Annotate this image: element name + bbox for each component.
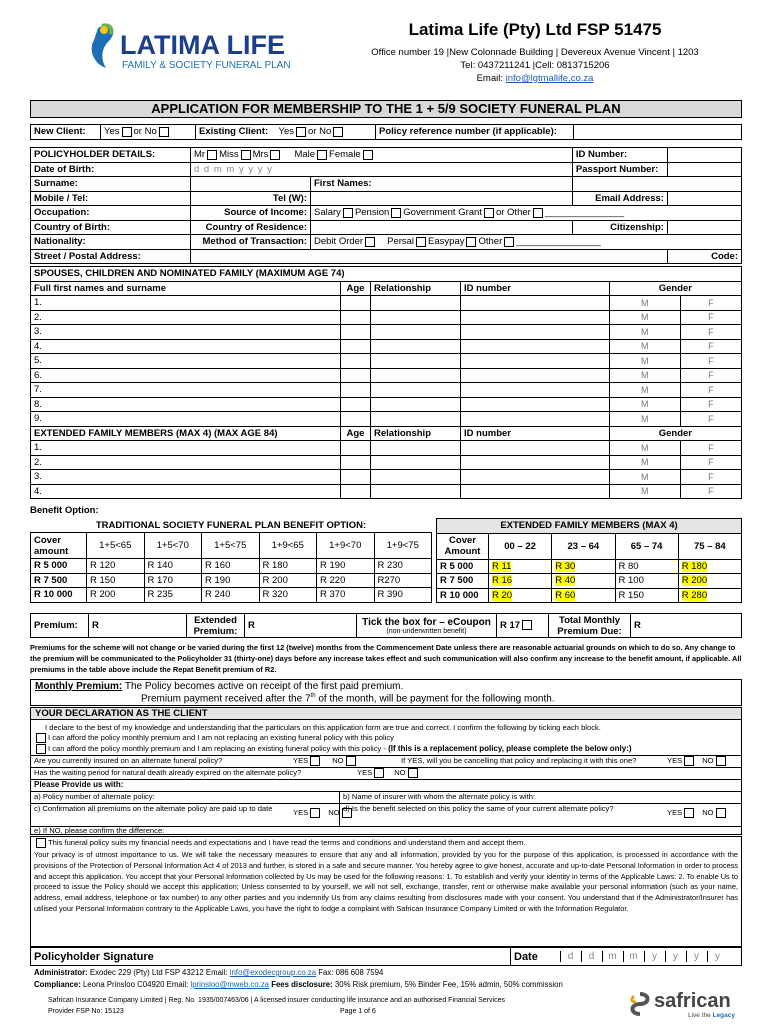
date-field[interactable] xyxy=(557,948,742,966)
date-digit-box[interactable]: y xyxy=(686,951,707,962)
family-row xyxy=(31,470,742,485)
gender-f[interactable]: F xyxy=(680,339,741,354)
extended-premium-field[interactable]: R xyxy=(245,614,357,638)
relationship-field[interactable] xyxy=(371,325,461,340)
first-names-field[interactable] xyxy=(572,177,741,192)
date-digit-box[interactable]: d xyxy=(560,951,581,962)
monthly-premium-box: Monthly Premium: The Policy becomes active on receipt of the first paid premium. Premium payment received after the 7th of the month, will be payment for the following month. xyxy=(30,679,742,706)
family-row-number: 5. xyxy=(31,354,341,369)
mr-checkbox[interactable] xyxy=(207,150,217,160)
highlighted-value: R 16 xyxy=(492,575,513,587)
benefit-label: Benefit Option: xyxy=(30,505,99,516)
other-income-checkbox[interactable] xyxy=(533,208,543,218)
family-row xyxy=(31,455,742,470)
date-digit-box[interactable]: y xyxy=(644,951,665,962)
pension-checkbox[interactable] xyxy=(391,208,401,218)
cover-amount: R 7 500 xyxy=(31,573,87,588)
safrican-swirl-icon xyxy=(628,992,652,1016)
client-type-table: New Client: Yes or No Existing Client: Yes or No Policy reference number (if applicable): xyxy=(30,124,742,140)
relationship-field[interactable] xyxy=(371,296,461,311)
age-field[interactable] xyxy=(341,397,371,412)
benefit-col-header: 1+5<70 xyxy=(144,533,202,559)
q3-no-checkbox[interactable] xyxy=(408,768,418,778)
gender-f[interactable]: F xyxy=(680,441,741,456)
age-field[interactable] xyxy=(341,383,371,398)
gender-f[interactable]: F xyxy=(680,310,741,325)
highlighted-value: R 180 xyxy=(681,560,708,572)
relationship-field[interactable] xyxy=(371,354,461,369)
mrs-checkbox[interactable] xyxy=(270,150,280,160)
ext-col-header: 65 – 74 xyxy=(615,533,678,559)
gender-f[interactable]: F xyxy=(680,296,741,311)
benefit-col-header: 1+5<65 xyxy=(87,533,145,559)
id-number-field[interactable] xyxy=(461,397,610,412)
email-link[interactable]: info@lgtmallife.co.za xyxy=(505,73,594,84)
premium-cell[interactable] xyxy=(552,588,615,603)
family-row-number: 3. xyxy=(31,470,341,485)
family-row xyxy=(31,383,742,398)
gender-f[interactable]: F xyxy=(680,412,741,427)
ecoupon-checkbox[interactable] xyxy=(522,620,532,630)
persal-checkbox[interactable] xyxy=(416,237,426,247)
premium-cell[interactable]: R 200 xyxy=(259,573,317,588)
safrican-logo: safrican Live the Legacy xyxy=(628,990,738,1020)
highlighted-value: R 280 xyxy=(681,589,708,601)
family-row-number: 4. xyxy=(31,339,341,354)
family-row xyxy=(31,441,742,456)
svg-text:FAMILY & SOCIETY FUNERAL PLAN: FAMILY & SOCIETY FUNERAL PLAN xyxy=(122,60,291,71)
relationship-field[interactable] xyxy=(371,412,461,427)
footer-line-2: Provider FSP No: 15123 xyxy=(48,1008,124,1015)
benefit-col-header: 1+9<65 xyxy=(259,533,317,559)
family-row-number: 6. xyxy=(31,368,341,383)
c-yes-checkbox[interactable] xyxy=(310,808,320,818)
footer-line-1: Safrican Insurance Company Limited | Reg. No. 1935/007463/06 | A licensed insurer conducting life insurance and an authorised Financial Services xyxy=(48,997,505,1004)
gender-m[interactable]: M xyxy=(609,484,680,499)
family-row xyxy=(31,325,742,340)
cover-amount: R 10 000 xyxy=(31,588,87,603)
id-number-field[interactable] xyxy=(461,296,610,311)
gender-m[interactable]: M xyxy=(609,397,680,412)
premium-note: Premiums for the scheme will not change or be varied during the first 12 (twelve) months from the Commencement Date unless there are reasonable actuarial grounds on which to do so. Any change to the premium will be communicated to the Policyholder 31 (thirty-one) days before any increase takes effect and such communication will also confirm any increase to the benefit amount, if applicable. All premiums in the table above include the Repat Benefit premium of R2. xyxy=(30,643,742,674)
premium-cell[interactable]: R 170 xyxy=(144,573,202,588)
gender-m[interactable]: M xyxy=(609,339,680,354)
afford-replace-checkbox[interactable] xyxy=(36,744,46,754)
family-row-number: 3. xyxy=(31,325,341,340)
age-field[interactable] xyxy=(341,484,371,499)
highlighted-value: R 60 xyxy=(555,589,576,601)
q2-no-checkbox[interactable] xyxy=(716,756,726,766)
ext-col-header: 75 – 84 xyxy=(678,533,741,559)
premium-cell[interactable]: R 370 xyxy=(317,588,375,603)
premium-cell[interactable] xyxy=(678,559,741,574)
gender-f[interactable]: F xyxy=(680,455,741,470)
premium-cell[interactable] xyxy=(489,559,552,574)
age-field[interactable] xyxy=(341,339,371,354)
benefit-row xyxy=(31,559,432,574)
age-field[interactable] xyxy=(341,368,371,383)
header xyxy=(340,20,730,85)
q3-yes-checkbox[interactable] xyxy=(374,768,384,778)
premium-cell[interactable] xyxy=(489,574,552,589)
latima-life-logo xyxy=(80,20,350,82)
id-number-field[interactable] xyxy=(667,148,741,163)
premium-cell[interactable]: R 390 xyxy=(374,588,432,603)
age-field[interactable] xyxy=(341,310,371,325)
ext-benefit-row xyxy=(437,574,742,589)
date-digit-box[interactable]: m xyxy=(602,951,623,962)
relationship-field[interactable] xyxy=(371,339,461,354)
highlighted-value: R 30 xyxy=(555,560,576,572)
premium-cell[interactable]: R 240 xyxy=(202,588,260,603)
relationship-field[interactable] xyxy=(371,441,461,456)
existing-yes-checkbox[interactable] xyxy=(296,127,306,137)
easypay-checkbox[interactable] xyxy=(466,237,476,247)
privacy-text: Your privacy is of utmost importance to us. We will take the necessary measures to ensure that any and all information, provided by you for the purpose of this application, is processed in accordance with the provisions of the Protection of Personal Information Act 4 of 2013 and further, is stored in a safe and secure manner. You hereby agree to give honest, accurate and up-to-date Personal Information in order to process and accept this application. You accept that your Personal Information collected by Us may be used for the following reasons: 1. To establish and verify your identity in terms of the Applicable Laws: 2. To enable Us to proceed to issue the Policy should we accept this application; Unless consented to by yourself, we will not sell, exchange, transfer, rent or otherwise make available your personal information (such as your name, address, email address, telephone or fax number) to any other parties and you indemnify Us from any claims resulting from disclosures made with your consent. You understand that if the Administrator/Insurer has utilised your Personal Information contrary to the Applicable Laws, you have the right to lodge a complaint with Safrican Insurance Company Limited or with the Information Regulator. xyxy=(34,850,738,913)
highlighted-value: R 40 xyxy=(555,575,576,587)
gender-f[interactable]: F xyxy=(680,368,741,383)
family-row xyxy=(31,354,742,369)
cover-amount: R 10 000 xyxy=(437,588,489,603)
street-field[interactable] xyxy=(191,249,668,264)
family-row-number: 9. xyxy=(31,412,341,427)
ext-col-header: 23 – 64 xyxy=(552,533,615,559)
policyholder-table: POLICYHOLDER DETAILS: Mr Miss Mrs Male Female ID Number: Date of Birth: d d m m y y y y Passport Number: Surname: First Names: Mobile / Tel: Tel (W): Email Address: Occupation: Source of Income: Salary Pension Government Grant or Other _______________ Country of Birth: Country of Residence: Citizenship: Nationality: Method of Transaction: Debit Order Persal Easypay Other ________________ Street / Postal Address: Code: xyxy=(30,147,742,264)
highlighted-value: R 20 xyxy=(492,589,513,601)
family-row-number: 2. xyxy=(31,310,341,325)
age-field[interactable] xyxy=(341,296,371,311)
signature-table: Policyholder Signature Date d d m m y y y y xyxy=(30,947,742,966)
q2-yes-checkbox[interactable] xyxy=(684,756,694,766)
family-row-number: 1. xyxy=(31,441,341,456)
address: Office number 19 |New Colonnade Building | Devereux Avenue Vincent | 1203 xyxy=(371,47,699,58)
age-field[interactable] xyxy=(341,325,371,340)
debit-order-checkbox[interactable] xyxy=(365,237,375,247)
traditional-benefit-table: TRADITIONAL SOCIETY FUNERAL PLAN BENEFIT OPTION: Cover amount 1+5<65 1+5<70 1+5<75 1+9<65 1+9<70 1+9<75 R 5 000 R 120 R 140 R 160 R 180 R 190 R 230 R 7 500 R 150 R 170 R 190 R 200 R 220 R270 R 10 000 R 200 R 235 R 240 R 320 R 370 R 390 xyxy=(30,518,432,603)
id-number-field[interactable] xyxy=(461,339,610,354)
gender-m[interactable]: M xyxy=(609,455,680,470)
family-row xyxy=(31,339,742,354)
family-row-number: 2. xyxy=(31,455,341,470)
extended-benefit-table: EXTENDED FAMILY MEMBERS (MAX 4) Cover Amount 00 – 22 23 – 64 65 – 74 75 – 84 R 5 000 R 11 R 30 R 80 R 180 R 7 500 R 16 R 40 R 100 R 200 R 10 000 R 20 R 60 R 150 R 280 xyxy=(436,518,742,603)
age-field[interactable] xyxy=(341,354,371,369)
gender-m[interactable]: M xyxy=(609,325,680,340)
id-number-field[interactable] xyxy=(461,412,610,427)
family-row-number: 8. xyxy=(31,397,341,412)
premium-cell[interactable]: R 150 xyxy=(87,573,145,588)
cover-amount: R 7 500 xyxy=(437,574,489,589)
form-title: APPLICATION FOR MEMBERSHIP TO THE 1 + 5/9 SOCIETY FUNERAL PLAN xyxy=(30,100,742,118)
id-number-field[interactable] xyxy=(461,470,610,485)
premium-cell[interactable]: R 320 xyxy=(259,588,317,603)
afford-no-replace-checkbox[interactable] xyxy=(36,733,46,743)
family-row xyxy=(31,397,742,412)
gender-m[interactable]: M xyxy=(609,412,680,427)
relationship-field[interactable] xyxy=(371,484,461,499)
family-row xyxy=(31,484,742,499)
premium-cell[interactable]: R 190 xyxy=(202,573,260,588)
family-row-number: 1. xyxy=(31,296,341,311)
q1-yes-checkbox[interactable] xyxy=(310,756,320,766)
premium-cell[interactable]: R 230 xyxy=(374,559,432,574)
gender-f[interactable]: F xyxy=(680,383,741,398)
d-yes-checkbox[interactable] xyxy=(684,808,694,818)
premium-cell[interactable]: R 235 xyxy=(144,588,202,603)
admin-line: Administrator: Exodec 229 (Pty) Ltd FSP 43212 Email: info@exodecgroup.co.za Fax: 086 608 7594 xyxy=(34,968,384,977)
benefit-col-header: 1+5<75 xyxy=(202,533,260,559)
date-digit-box[interactable]: y xyxy=(665,951,686,962)
new-no-checkbox[interactable] xyxy=(159,127,169,137)
gender-f[interactable]: F xyxy=(680,354,741,369)
id-number-field[interactable] xyxy=(461,310,610,325)
male-checkbox[interactable] xyxy=(317,150,327,160)
id-number-field[interactable] xyxy=(461,455,610,470)
other-method-checkbox[interactable] xyxy=(504,237,514,247)
email-line: Email: info@lgtmallife.co.za xyxy=(476,73,594,84)
relationship-field[interactable] xyxy=(371,455,461,470)
svg-text:LATIMA LIFE: LATIMA LIFE xyxy=(120,30,285,60)
gender-m[interactable]: M xyxy=(609,296,680,311)
age-field[interactable] xyxy=(341,455,371,470)
id-number-field[interactable] xyxy=(461,325,610,340)
email-field[interactable] xyxy=(667,191,741,206)
family-row xyxy=(31,412,742,427)
citizenship-field[interactable] xyxy=(667,220,741,235)
family-row xyxy=(31,296,742,311)
family-row-number: 4. xyxy=(31,484,341,499)
id-number-field[interactable] xyxy=(461,354,610,369)
relationship-field[interactable] xyxy=(371,397,461,412)
date-digit-box[interactable]: d xyxy=(581,951,602,962)
benefit-col-header: 1+9<75 xyxy=(374,533,432,559)
premium-cell[interactable]: R 160 xyxy=(202,559,260,574)
ext-col-header: 00 – 22 xyxy=(489,533,552,559)
female-checkbox[interactable] xyxy=(363,150,373,160)
q1-no-checkbox[interactable] xyxy=(346,756,356,766)
premium-cell[interactable] xyxy=(678,588,741,603)
phones: Tel: 0437211241 |Cell: 0813715206 xyxy=(460,60,610,71)
benefit-row xyxy=(31,573,432,588)
gender-f[interactable]: F xyxy=(680,470,741,485)
compliance-line: Compliance: Leona Prinsloo C04920 Email: lprinsloo@mweb.co.za Fees disclosure: 30% Risk premium, 5% Binder Fee, 15% admin, 50% commission xyxy=(34,980,563,989)
tel-work-field[interactable] xyxy=(311,191,573,206)
relationship-field[interactable] xyxy=(371,368,461,383)
highlighted-value: R 11 xyxy=(492,560,512,572)
premium-cell[interactable]: R270 xyxy=(374,573,432,588)
surname-field[interactable] xyxy=(191,177,311,192)
premium-cell[interactable] xyxy=(489,588,552,603)
d-no-checkbox[interactable] xyxy=(716,808,726,818)
privacy-box: This funeral policy suits my financial needs and expectations and I have read the terms and conditions and understand them and accept them. Your privacy is of utmost importance to us. We will take the necessary measures to ensure that any and all information, provided by you for the purpose of this application, is processed in accordance with the provisions of the Protection of Personal Information Act 4 of 2013 and further, is stored in a safe and secure manner. You hereby agree to give honest, accurate and up-to-date Personal Information in order to process and accept this application. You accept that your Personal Information collected by Us may be used for the following reasons: 1. To establish and verify your identity in terms of the Applicable Laws: 2. To enable Us to proceed to issue the Policy should we accept this application; Unless consented to by yourself, we will not sell, exchange, transfer, rent or otherwise make available your personal information (such as your name, address, email address, telephone or fax number) to any other parties and you indemnify Us from any claims resulting from disclosures made with your consent. You understand that if the Administrator/Insurer has utilised your Personal Information contrary to the Applicable Laws, you have the right to lodge a complaint with Safrican Insurance Company Limited or with the Information Regulator. xyxy=(30,836,742,947)
premium-cell[interactable]: R 190 xyxy=(317,559,375,574)
company-name: Latima Life (Pty) Ltd FSP 51475 xyxy=(408,20,662,39)
salary-checkbox[interactable] xyxy=(343,208,353,218)
cover-amount: R 5 000 xyxy=(31,559,87,574)
gender-f[interactable]: F xyxy=(680,484,741,499)
page-number: Page 1 of 6 xyxy=(340,1008,376,1015)
benefit-row xyxy=(31,588,432,603)
benefit-col-header: 1+9<70 xyxy=(317,533,375,559)
gender-m[interactable]: M xyxy=(609,441,680,456)
country-residence-field[interactable] xyxy=(311,220,573,235)
cover-amount: R 5 000 xyxy=(437,559,489,574)
age-field[interactable] xyxy=(341,441,371,456)
admin-email-link[interactable]: info@exodecgroup.co.za xyxy=(229,968,317,977)
gender-m[interactable]: M xyxy=(609,354,680,369)
premium-cell[interactable]: R 150 xyxy=(615,588,678,603)
grant-checkbox[interactable] xyxy=(484,208,494,218)
premium-cell[interactable] xyxy=(678,574,741,589)
existing-no-checkbox[interactable] xyxy=(333,127,343,137)
age-field[interactable] xyxy=(341,470,371,485)
premium-table: Premium: R Extended Premium: R Tick the box for – eCoupon (non-underwritten benefit) R 17 Total Monthly Premium Due: R xyxy=(30,613,742,638)
relationship-field[interactable] xyxy=(371,470,461,485)
spouses-table: SPOUSES, CHILDREN AND NOMINATED FAMILY (MAXIMUM AGE 74) Full first names and surname Age Relationship ID number Gender 1. M F 2. M F 3. M F 4. M F 5. M F 6. M F 7. M F 8. M F 9. M F EXTENDED FAMILY MEMBERS (MAX 4) (MAX AGE 84) Age Relationship ID number Gender 1. M F 2. M F 3. M F 4. M F xyxy=(30,266,742,499)
passport-field[interactable] xyxy=(667,162,741,177)
gender-f[interactable]: F xyxy=(680,397,741,412)
premium-field[interactable]: R xyxy=(89,614,187,638)
premium-cell[interactable]: R 180 xyxy=(259,559,317,574)
family-row xyxy=(31,310,742,325)
date-digit-box[interactable]: y xyxy=(707,951,728,962)
id-number-field[interactable] xyxy=(461,383,610,398)
gender-m[interactable]: M xyxy=(609,368,680,383)
terms-checkbox[interactable] xyxy=(36,838,46,848)
ext-benefit-row xyxy=(437,559,742,574)
id-number-field[interactable] xyxy=(461,368,610,383)
id-number-field[interactable] xyxy=(461,441,610,456)
ext-benefit-row xyxy=(437,588,742,603)
gender-m[interactable]: M xyxy=(609,310,680,325)
premium-cell[interactable]: R 100 xyxy=(615,574,678,589)
family-row xyxy=(31,368,742,383)
declaration-box: YOUR DECLARATION AS THE CLIENT I declare to the best of my knowledge and understanding that the particulars on this application form are true and correct. I confirm the following by ticking each block. I can afford the policy monthly premium and I am not replacing an existing funeral policy with this policy I can afford the policy monthly premium and I am replacing an existing funeral policy with this policy - (If this is a replacement policy, please complete the below only:) Are you currently insured on an alternate funeral policy? YES NO If YES, will you be cancelling that policy and replacing it with this one? YES NO Has the waiting period for natural death already expired on the alternate policy? YES NO Please Provide us with: a) Policy number of alternate policy: b) Name of insurer with whom the alternate policy is with: c) Confirmation all premiums on the alternate policy are paid up to date YES NO d) Is the benefit selected on this policy the same of your current alternate policy? YES NO e) If NO, please confirm the difference: xyxy=(30,707,742,835)
policy-ref-field[interactable] xyxy=(574,125,742,140)
miss-checkbox[interactable] xyxy=(241,150,251,160)
premium-cell[interactable]: R 200 xyxy=(87,588,145,603)
premium-cell[interactable] xyxy=(552,574,615,589)
premium-cell[interactable]: R 80 xyxy=(615,559,678,574)
total-premium-field[interactable]: R xyxy=(631,614,742,638)
new-yes-checkbox[interactable] xyxy=(122,127,132,137)
age-field[interactable] xyxy=(341,412,371,427)
gender-m[interactable]: M xyxy=(609,383,680,398)
gender-f[interactable]: F xyxy=(680,325,741,340)
gender-m[interactable]: M xyxy=(609,470,680,485)
premium-cell[interactable]: R 120 xyxy=(87,559,145,574)
date-digit-box[interactable]: m xyxy=(623,951,644,962)
premium-cell[interactable]: R 140 xyxy=(144,559,202,574)
relationship-field[interactable] xyxy=(371,383,461,398)
highlighted-value: R 200 xyxy=(681,575,708,587)
relationship-field[interactable] xyxy=(371,310,461,325)
premium-cell[interactable] xyxy=(552,559,615,574)
premium-cell[interactable]: R 220 xyxy=(317,573,375,588)
compliance-email-link[interactable]: lprinsloo@mweb.co.za xyxy=(190,980,270,989)
dob-field[interactable]: d d m m y y y y xyxy=(191,162,573,177)
family-row-number: 7. xyxy=(31,383,341,398)
id-number-field[interactable] xyxy=(461,484,610,499)
